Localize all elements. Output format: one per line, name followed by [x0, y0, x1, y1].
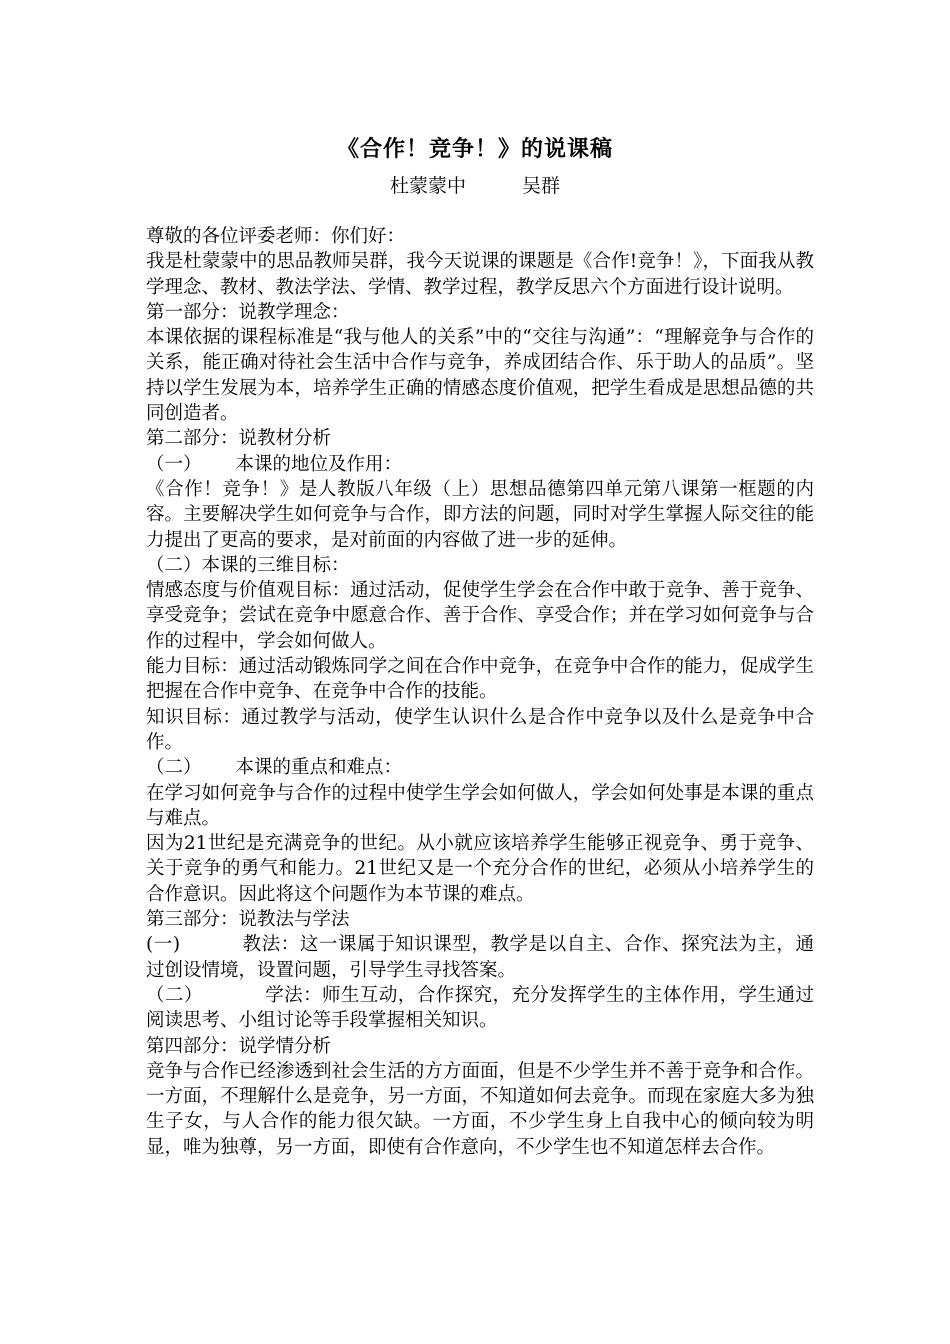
subheading-goals: （二）本课的三维目标：	[146, 554, 350, 576]
author-name: 吴群	[522, 175, 561, 197]
paragraph-key-points: 在学习如何竞争与合作的过程中使学生学会如何做人，学会如何处事是本课的重点与难点。	[146, 782, 814, 829]
paragraph-reason: 因为21世纪是充满竞争的世纪。从小就应该培养学生能够正视竞争、勇于竞争、关于竞争的勇气和能力。21世纪又是一个充分合作的世纪，必须从小培养学生的合作意识。因此将这个问题作为本节课的难点。	[146, 833, 814, 905]
paragraph-goal-ability: 能力目标：通过活动锻炼同学之间在合作中竞争，在竞争中合作的能力，促成学生把握在合作中竞争、在竞争中合作的技能。	[146, 656, 814, 703]
paragraph-learning-method	[146, 983, 814, 1034]
page-title: 《合作！竞争！》的说课稿	[336, 136, 613, 162]
subheading-key-points-label: （二）	[146, 757, 202, 779]
paragraph-textbook: 《合作！竞争！》是人教版八年级（上）思想品德第四单元第八课第一框题的内容。主要解决学生如何竞争与合作，即方法的问题，同时对学生掌握人际交往的能力提出了更高的要求，是对前面的内容做了进一步的延伸。	[146, 478, 814, 551]
heading-part-4: 第四部分：说学情分析	[146, 1035, 332, 1057]
heading-part-2: 第二部分：说教材分析	[146, 428, 332, 450]
subheading-key-points	[146, 755, 814, 780]
paragraph-goal-knowledge: 知识目标：通过教学与活动，使学生认识什么是合作中竞争以及什么是竞争中合作。	[146, 706, 814, 753]
learning-method-text: 学法：师生互动，合作探究，充分发挥学生的主体作用，学生通过阅读思考、小组讨论等手段掌握相关知识。	[146, 984, 814, 1032]
author-school: 杜蒙蒙中	[389, 175, 466, 197]
learning-method-label: （二）	[146, 984, 203, 1006]
subheading-key-points-text: 本课的重点和难点：	[235, 757, 403, 779]
paragraph-teaching-method	[146, 932, 814, 983]
paragraph-intro: 我是杜蒙蒙中的思品教师吴群，我今天说课的课题是《合作!竞争！》，下面我从教学理念、教材、教法学法、学情、教学过程，教学反思六个方面进行设计说明。	[146, 251, 814, 298]
paragraph-teaching-concept: 本课依据的课程标准是“我与他人的关系”中的“交往与沟通”：“理解竞争与合作的关系，能正确对待社会生活中合作与竞争，养成团结合作、乐于助人的品质”。坚持以学生发展为本，培养学生正确的情感态度价值观，把学生看成是思想品德的共同创造者。	[146, 327, 814, 425]
heading-part-1: 第一部分：说教学理念：	[146, 301, 350, 323]
paragraph-student-analysis: 竞争与合作已经渗透到社会生活的方方面面，但是不少学生并不善于竞争和合作。一方面，不理解什么是竞争，另一方面，不知道如何去竞争。而现在家庭大多为独生子女，与人合作的能力很欠缺。一方面，不少学生身上自我中心的倾向较为明显，唯为独尊，另一方面，即使有合作意向，不少学生也不知道怎样去合作。	[146, 1060, 814, 1158]
teaching-method-text: 教法：这一课属于知识课型，教学是以自主、合作、探究法为主，通过创设情境，设置问题，引导学生寻找答案。	[146, 934, 814, 981]
author-line	[0, 172, 950, 200]
subheading-position	[146, 452, 814, 477]
subheading-position-label: （一）	[146, 453, 202, 475]
document-body	[146, 224, 814, 1160]
subheading-position-text: 本课的地位及作用：	[235, 453, 403, 475]
teaching-method-label: (一)	[146, 934, 181, 956]
paragraph-goal-emotion: 情感态度与价值观目标：通过活动，促使学生学会在合作中敢于竞争、善于竞争、享受竞争；尝试在竞争中愿意合作、善于合作、享受合作；并在学习如何竞争与合作的过程中，学会如何做人。	[146, 580, 814, 652]
paragraph-greeting: 尊敬的各位评委老师：你们好：	[146, 226, 406, 247]
heading-part-3: 第三部分：说教法与学法	[146, 909, 350, 931]
